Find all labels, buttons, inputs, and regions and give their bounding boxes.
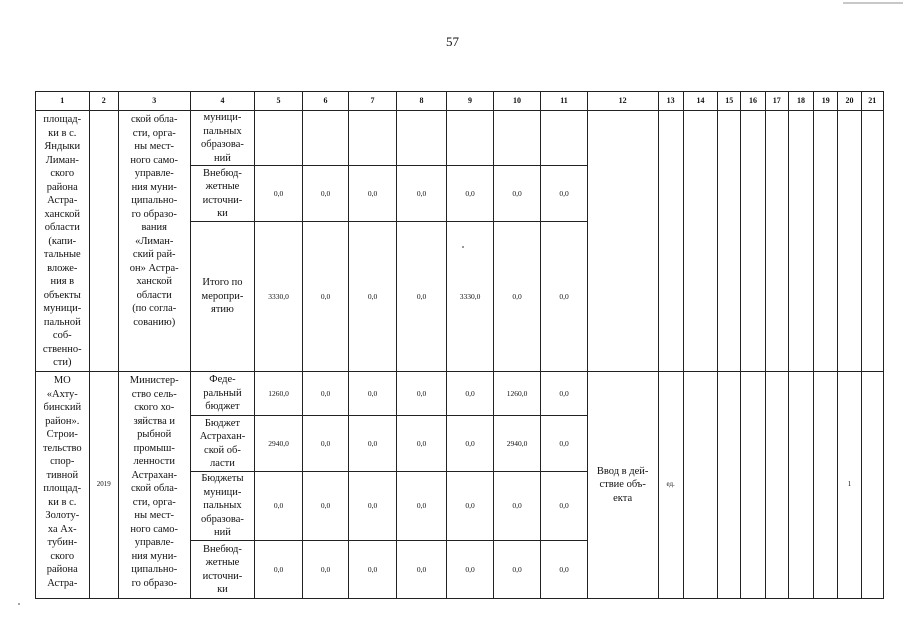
funding-source-cell: Внебюд- жетные источни- ки	[190, 541, 255, 599]
header-cell: 7	[349, 92, 397, 111]
target-cell	[718, 111, 741, 372]
value-cell: 0,0	[493, 166, 541, 222]
indicator-cell: Ввод в дей- ствие объ- екта	[587, 372, 658, 599]
value-cell: 0,0	[349, 372, 397, 416]
value-cell: 0,0	[302, 472, 348, 541]
unit-cell	[658, 111, 683, 372]
value-cell: 0,0	[493, 472, 541, 541]
unit-cell: ед.	[658, 372, 683, 599]
value-cell: 0,0	[349, 472, 397, 541]
header-cell: 1	[36, 92, 90, 111]
value-cell	[493, 111, 541, 166]
target-cell	[683, 372, 717, 599]
value-cell: 3330,0	[255, 222, 303, 372]
header-cell: 2	[89, 92, 118, 111]
table-row	[36, 111, 884, 166]
header-row	[36, 92, 884, 111]
header-cell: 19	[814, 92, 838, 111]
value-cell: 1260,0	[255, 372, 303, 416]
header-cell: 20	[838, 92, 861, 111]
value-cell: 0,0	[541, 166, 587, 222]
event-name-cell: площад- ки в с. Яндыки Лиман- ского района Астра- ханской области (капи- тальные вложе- ния в объекты муници- пальной соб- ственно- сти)	[36, 111, 90, 372]
value-cell	[541, 111, 587, 166]
target-cell	[765, 111, 788, 372]
table-row	[36, 372, 884, 416]
header-cell: 17	[765, 92, 788, 111]
scan-speck	[462, 246, 464, 248]
event-name-cell: МО «Ахту- бинский район». Строи- тельство спор- тивной площад- ки в с. Золоту- ха Ах- тубин- ского района Астра-	[36, 372, 90, 599]
header-cell: 21	[861, 92, 883, 111]
target-cell	[741, 111, 765, 372]
value-cell: 0,0	[349, 416, 397, 472]
year-cell	[89, 111, 118, 372]
header-cell: 10	[493, 92, 541, 111]
value-cell: 0,0	[396, 166, 447, 222]
funding-source-cell: муници- пальных образова- ний	[190, 111, 255, 166]
header-cell: 11	[541, 92, 587, 111]
value-cell: 0,0	[302, 416, 348, 472]
header-cell: 13	[658, 92, 683, 111]
budget-table	[35, 91, 884, 599]
value-cell: 0,0	[541, 222, 587, 372]
page-number: 57	[446, 34, 459, 49]
target-cell	[683, 111, 717, 372]
page-edge-mark	[843, 2, 903, 4]
target-cell	[814, 111, 838, 372]
value-cell: 2940,0	[255, 416, 303, 472]
value-cell: 2940,0	[493, 416, 541, 472]
funding-source-cell: Итого по меропри- ятию	[190, 222, 255, 372]
target-cell	[718, 372, 741, 599]
value-cell: 0,0	[396, 222, 447, 372]
value-cell: 0,0	[541, 472, 587, 541]
header-cell: 15	[718, 92, 741, 111]
value-cell: 0,0	[255, 541, 303, 599]
value-cell: 0,0	[396, 541, 447, 599]
executor-cell: ской обла- сти, орга- ны мест- ного само- управле- ния муни- ципально- го образо- вания «Лиман- ский рай- он» Астра- ханской области (по согла- сованию)	[118, 111, 190, 372]
year-cell: 2019	[89, 372, 118, 599]
funding-source-cell: Бюджет Астрахан- ской об- ласти	[190, 416, 255, 472]
target-cell	[861, 372, 883, 599]
value-cell: 0,0	[349, 222, 397, 372]
value-cell: 0,0	[255, 166, 303, 222]
value-cell: 0,0	[493, 222, 541, 372]
value-cell: 0,0	[302, 541, 348, 599]
value-cell: 0,0	[541, 416, 587, 472]
value-cell: 0,0	[447, 416, 493, 472]
header-cell: 12	[587, 92, 658, 111]
value-cell	[447, 111, 493, 166]
funding-source-cell: Внебюд- жетные источни- ки	[190, 166, 255, 222]
header-cell: 16	[741, 92, 765, 111]
target-cell	[788, 111, 813, 372]
value-cell	[396, 111, 447, 166]
value-cell: 0,0	[349, 541, 397, 599]
header-cell: 5	[255, 92, 303, 111]
value-cell: 0,0	[447, 166, 493, 222]
header-cell: 8	[396, 92, 447, 111]
value-cell: 0,0	[302, 166, 348, 222]
value-cell: 3330,0	[447, 222, 493, 372]
value-cell: 0,0	[541, 541, 587, 599]
value-cell: 0,0	[447, 372, 493, 416]
value-cell: 0,0	[493, 541, 541, 599]
value-cell: 0,0	[302, 372, 348, 416]
value-cell	[349, 111, 397, 166]
value-cell: 0,0	[255, 472, 303, 541]
target-cell	[788, 372, 813, 599]
target-cell: 1	[838, 372, 861, 599]
target-cell	[765, 372, 788, 599]
value-cell: 0,0	[447, 472, 493, 541]
header-cell: 14	[683, 92, 717, 111]
header-cell: 9	[447, 92, 493, 111]
value-cell: 0,0	[396, 372, 447, 416]
target-cell	[814, 372, 838, 599]
value-cell: 0,0	[349, 166, 397, 222]
value-cell: 0,0	[396, 472, 447, 541]
target-cell	[838, 111, 861, 372]
value-cell: 1260,0	[493, 372, 541, 416]
scan-speck	[18, 603, 20, 605]
executor-cell: Министер- ство сель- ского хо- зяйства и рыбной промыш- ленности Астрахан- ской обла- сти, орга- ны мест- ного само- управле- ния муни- ципально- го образо-	[118, 372, 190, 599]
value-cell	[302, 111, 348, 166]
target-cell	[741, 372, 765, 599]
header-cell: 3	[118, 92, 190, 111]
value-cell: 0,0	[541, 372, 587, 416]
value-cell	[255, 111, 303, 166]
indicator-cell	[587, 111, 658, 372]
header-cell: 4	[190, 92, 255, 111]
funding-source-cell: Бюджеты муници- пальных образова- ний	[190, 472, 255, 541]
value-cell: 0,0	[396, 416, 447, 472]
value-cell: 0,0	[302, 222, 348, 372]
target-cell	[861, 111, 883, 372]
funding-source-cell: Феде- ральный бюджет	[190, 372, 255, 416]
header-cell: 6	[302, 92, 348, 111]
value-cell: 0,0	[447, 541, 493, 599]
header-cell: 18	[788, 92, 813, 111]
